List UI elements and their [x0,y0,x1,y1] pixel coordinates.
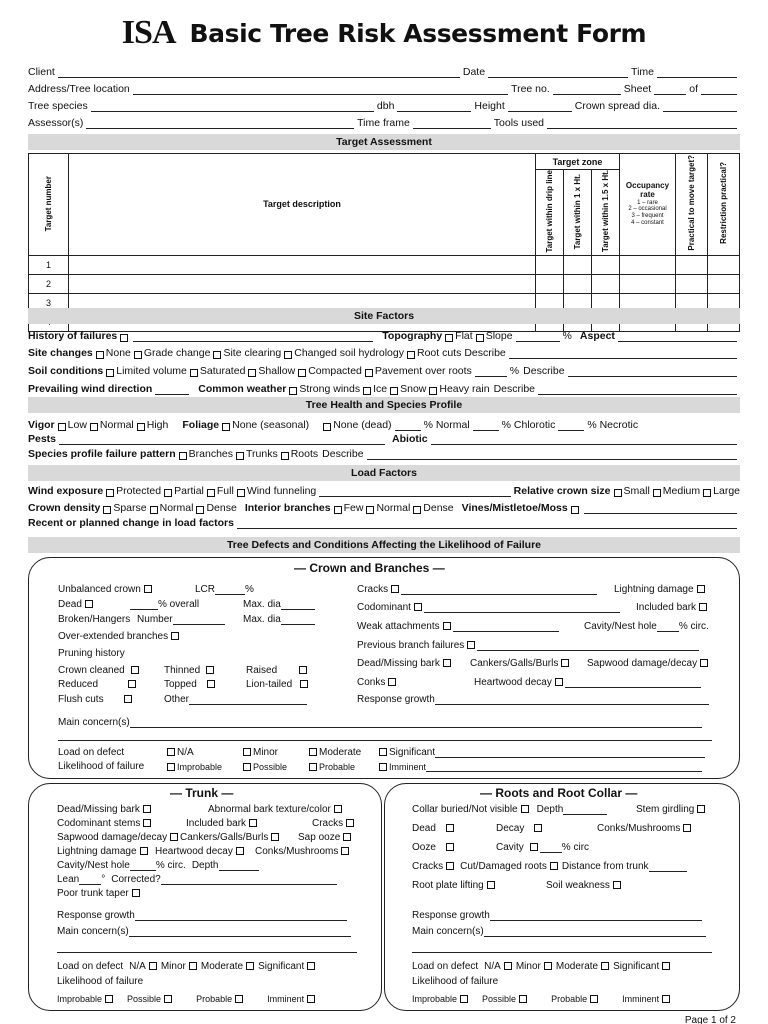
unbalanced-checkbox[interactable] [144,585,152,593]
hydrology-checkbox[interactable] [284,351,292,359]
crown-cracks-checkbox[interactable] [391,585,399,593]
form-title: Basic Tree Risk Assessment Form [189,18,647,48]
practical-header: Practical to move target? [676,154,708,256]
cleaned-checkbox[interactable] [131,666,139,674]
vigor-row: Vigor Low Normal High Foliage None (seasonal) None (dead) % Normal % Chlorotic % Necrotic [28,419,639,431]
overextended-checkbox[interactable] [171,632,179,640]
crown-panel-title: — Crown and Branches — [290,561,449,575]
density-normal-checkbox[interactable] [150,506,158,514]
vigor-high-checkbox[interactable] [137,423,145,431]
vigor-normal-checkbox[interactable] [90,423,98,431]
weak-checkbox[interactable] [443,622,451,630]
snow-checkbox[interactable] [390,387,398,395]
info-row-client [28,64,740,78]
trunk-cracks-checkbox[interactable] [346,819,354,827]
crown-imminent-checkbox[interactable] [379,763,387,771]
flush-checkbox[interactable] [124,695,132,703]
crown-probable-checkbox[interactable] [309,763,317,771]
compacted-checkbox[interactable] [298,369,306,377]
site-changes-row: Site changes None Grade change Site clearing Changed soil hydrology Root cuts Describe [28,345,740,359]
protected-checkbox[interactable] [106,489,114,497]
health-bar: Tree Health and Species Profile [28,397,740,413]
roots-conks-checkbox[interactable] [683,824,691,832]
page-number: Page 1 of 2 [684,1015,736,1024]
time-label: Time [631,66,654,78]
crown-lightning-checkbox[interactable] [697,585,705,593]
roots-dead-checkbox[interactable] [446,824,454,832]
time-frame-label: Time frame [357,117,410,129]
large-checkbox[interactable] [703,489,711,497]
medium-checkbox[interactable] [653,489,661,497]
target-number-header: Target number [29,154,69,256]
target-assessment-bar: Target Assessment [28,134,740,150]
client-field[interactable] [58,68,460,78]
trunk-load-significant-checkbox[interactable] [307,962,315,970]
vines-checkbox[interactable] [571,506,579,514]
tools-field[interactable] [547,119,737,129]
limited-checkbox[interactable] [106,369,114,377]
liontailed-checkbox[interactable] [300,680,308,688]
info-row-species [28,98,740,112]
rootcuts-checkbox[interactable] [407,351,415,359]
time-frame-field[interactable] [413,119,491,129]
crown-deadmissing-checkbox[interactable] [443,659,451,667]
trunk-possible-checkbox[interactable] [164,995,172,1003]
foliage-dead-checkbox[interactable] [323,423,331,431]
profile-branches-checkbox[interactable] [179,452,187,460]
dbh-label: dbh [376,100,395,112]
target-description-header: Target description [69,154,536,256]
roots-load-significant-checkbox[interactable] [662,962,670,970]
trunk-abnormal-checkbox[interactable] [334,805,342,813]
crown-spread-label: Crown spread dia. [574,100,660,112]
soil-row: Soil conditions Limited volume Saturated Shallow Compacted Pavement over roots % Describe [28,363,740,377]
crown-load-na-checkbox[interactable] [167,748,175,756]
roots-cut-checkbox[interactable] [550,862,558,870]
wind-row: Prevailing wind direction Common weather Strong winds Ice Snow Heavy rain Describe [28,381,740,395]
trunk-load-minor-checkbox[interactable] [189,962,197,970]
history-row: History of failures Topography Flat Slope % Aspect [28,328,740,342]
zone-15x-header: Target within 1.5 x Ht. [592,170,620,256]
target-table [28,153,740,332]
trunk-sapwood-checkbox[interactable] [170,833,178,841]
pests-row: Pests Abiotic [28,431,740,445]
crown-improbable-checkbox[interactable] [167,763,175,771]
roots-probable-checkbox[interactable] [590,995,598,1003]
partial-checkbox[interactable] [164,489,172,497]
crown-dead-checkbox[interactable] [85,600,93,608]
crown-conks-checkbox[interactable] [388,678,396,686]
crown-load-moderate-checkbox[interactable] [309,748,317,756]
tree-no-label: Tree no. [511,83,550,95]
trunk-imminent-checkbox[interactable] [307,995,315,1003]
trunk-panel-title: — Trunk — [166,786,237,800]
thinned-checkbox[interactable] [206,666,214,674]
trunk-improbable-checkbox[interactable] [105,995,113,1003]
address-label: Address/Tree location [28,83,130,95]
profile-trunks-checkbox[interactable] [236,452,244,460]
girdling-checkbox[interactable] [697,805,705,813]
trunk-lightning-checkbox[interactable] [140,847,148,855]
target-row[interactable]: 3 [29,293,740,312]
roots-load-moderate-checkbox[interactable] [601,962,609,970]
of-label: of [689,83,698,95]
vigor-low-checkbox[interactable] [58,423,66,431]
date-label: Date [462,66,486,78]
sheet-label: Sheet [623,83,652,95]
trunk-taper-checkbox[interactable] [132,889,140,897]
trunk-load-na-checkbox[interactable] [149,962,157,970]
saturated-checkbox[interactable] [190,369,198,377]
interior-few-checkbox[interactable] [334,506,342,514]
roots-possible-checkbox[interactable] [519,995,527,1003]
topped-checkbox[interactable] [207,680,215,688]
trunk-cankers-checkbox[interactable] [271,833,279,841]
load-factors-bar: Load Factors [28,465,740,481]
roots-improbable-checkbox[interactable] [460,995,468,1003]
isa-logo: ISA [121,14,176,51]
soil-weakness-checkbox[interactable] [613,881,621,889]
info-row-address [28,81,740,95]
density-dense-checkbox[interactable] [196,506,204,514]
crown-cankers-checkbox[interactable] [561,659,569,667]
tools-label: Tools used [493,117,544,129]
pavement-checkbox[interactable] [365,369,373,377]
profile-roots-checkbox[interactable] [281,452,289,460]
funneling-checkbox[interactable] [237,489,245,497]
pruning-history-label: Pruning history [58,648,125,659]
trunk-conks-checkbox[interactable] [341,847,349,855]
ice-checkbox[interactable] [363,387,371,395]
roots-cavity-checkbox[interactable] [530,843,538,851]
history-checkbox[interactable] [120,334,128,342]
full-checkbox[interactable] [207,489,215,497]
roots-imminent-checkbox[interactable] [662,995,670,1003]
interior-dense-checkbox[interactable] [413,506,421,514]
crown-spread-field[interactable] [663,102,737,112]
dbh-field[interactable] [397,102,471,112]
prev-fail-checkbox[interactable] [467,641,475,649]
trunk-included-checkbox[interactable] [249,819,257,827]
sheet-field[interactable] [654,85,686,95]
slope-checkbox[interactable] [476,334,484,342]
trunk-codominant-checkbox[interactable] [143,819,151,827]
address-field[interactable] [133,85,508,95]
crown-included-checkbox[interactable] [699,603,707,611]
roots-decay-checkbox[interactable] [534,824,542,832]
trunk-deadmissing-checkbox[interactable] [143,805,151,813]
heavy-rain-checkbox[interactable] [429,387,437,395]
buried-checkbox[interactable] [521,805,529,813]
wind-exposure-row: Wind exposure Protected Partial Full Wind funneling Relative crown size Small Medium Large [28,485,740,497]
restriction-header: Restriction practical? [708,154,740,256]
trunk-load-moderate-checkbox[interactable] [246,962,254,970]
info-row-assessor [28,115,740,129]
roots-load-na-checkbox[interactable] [504,962,512,970]
trunk-probable-checkbox[interactable] [235,995,243,1003]
profile-row: Species profile failure pattern Branches Trunks Roots Describe [28,446,740,460]
zone-dripline-header: Target within drip line [536,170,564,256]
interior-normal-checkbox[interactable] [366,506,374,514]
trunk-heartwood-checkbox[interactable] [236,847,244,855]
time-field[interactable] [657,68,737,78]
crown-codominant-checkbox[interactable] [414,603,422,611]
none-checkbox[interactable] [96,351,104,359]
assessor-label: Assessor(s) [28,117,84,129]
grade-checkbox[interactable] [134,351,142,359]
crown-sapwood-checkbox[interactable] [700,659,708,667]
client-label: Client [28,66,55,78]
foliage-seasonal-checkbox[interactable] [222,423,230,431]
species-field[interactable] [91,102,374,112]
defects-bar: Tree Defects and Conditions Affecting the Likelihood of Failure [28,537,740,553]
height-field[interactable] [508,102,572,112]
crown-load-significant-checkbox[interactable] [379,748,387,756]
sparse-checkbox[interactable] [103,506,111,514]
tree-no-field[interactable] [553,85,621,95]
site-factors-bar: Site Factors [28,308,740,324]
assessor-field[interactable] [86,119,354,129]
crown-possible-checkbox[interactable] [243,763,251,771]
crown-heartwood-checkbox[interactable] [555,678,563,686]
date-field[interactable] [488,68,628,78]
height-label: Height [474,100,505,112]
crown-load-minor-checkbox[interactable] [243,748,251,756]
strong-winds-checkbox[interactable] [289,387,297,395]
flat-checkbox[interactable] [445,334,453,342]
target-zone-header: Target zone [536,154,620,170]
roots-load-minor-checkbox[interactable] [544,962,552,970]
raised-checkbox[interactable] [299,666,307,674]
clearing-checkbox[interactable] [213,351,221,359]
target-row[interactable]: 2 [29,274,740,293]
plate-checkbox[interactable] [487,881,495,889]
trunk-sapooze-checkbox[interactable] [343,833,351,841]
target-row[interactable]: 1 [29,255,740,274]
recent-change-row: Recent or planned change in load factors [28,515,740,529]
sheet-of-field[interactable] [701,85,737,95]
roots-ooze-checkbox[interactable] [446,843,454,851]
species-label: Tree species [28,100,88,112]
roots-panel-title: — Roots and Root Collar — [476,786,641,800]
zone-1x-header: Target within 1 x Ht. [564,170,592,256]
shallow-checkbox[interactable] [248,369,256,377]
small-checkbox[interactable] [614,489,622,497]
roots-cracks-checkbox[interactable] [446,862,454,870]
crown-density-row: Crown density Sparse Normal Dense Interior branches Few Normal Dense Vines/Mistletoe/Moss [28,500,740,514]
reduced-checkbox[interactable] [128,680,136,688]
form-header [0,10,768,56]
occupancy-header: Occupancy rate 1 – rare 2 – occasional 3 – frequent 4 – constant [620,154,676,256]
